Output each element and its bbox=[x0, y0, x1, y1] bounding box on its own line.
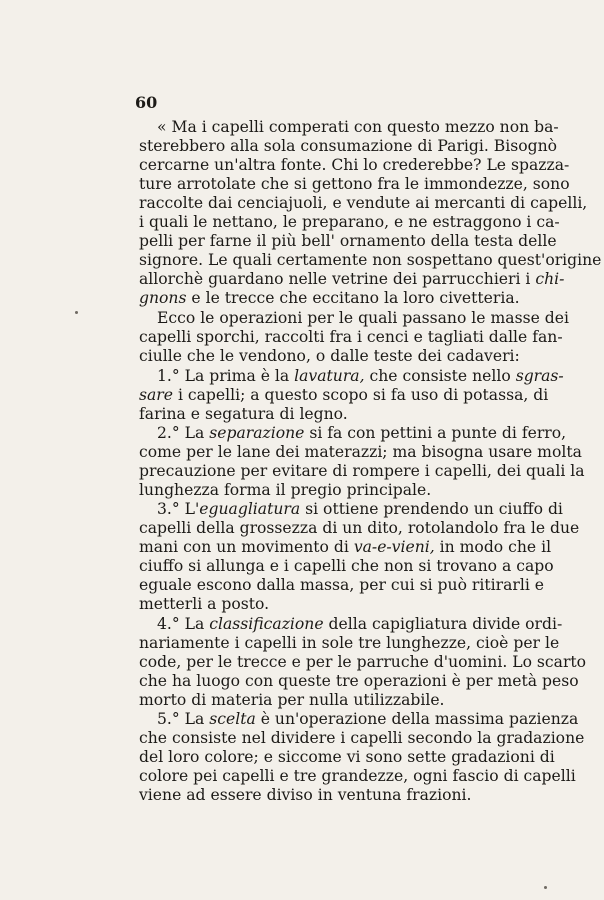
text-line: sare i capelli; a questo scopo si fa uso di potassa, di bbox=[139, 386, 549, 404]
text-line: eguale escono dalla massa, per cui si può ritirarli e bbox=[139, 576, 544, 594]
text-line: Ecco le operazioni per le quali passano le masse dei bbox=[157, 309, 569, 327]
text-line: metterli a posto. bbox=[139, 595, 270, 613]
text-line: come per le lane dei materazzi; ma bisogna usare molta bbox=[139, 443, 582, 461]
text-line: ciulle che le vendono, o dalle teste dei cadaveri: bbox=[139, 347, 520, 365]
text-line: che consiste nel dividere i capelli secondo la gradazione bbox=[139, 729, 585, 747]
text-line: mani con un movimento di va-e-vieni, in modo che il bbox=[139, 538, 552, 556]
text-line: viene ad essere diviso in ventuna frazioni. bbox=[139, 786, 472, 804]
text-line: 1.° La prima è la lavatura, che consiste nello sgras- bbox=[157, 367, 564, 385]
text-line: cercarne un'altra fonte. Chi lo crederebbe? Le spazza- bbox=[139, 156, 570, 174]
text-line: precauzione per evitare di rompere i capelli, dei quali la bbox=[139, 462, 585, 480]
text-line: sterebbero alla sola consumazione di Parigi. Bisognò bbox=[139, 137, 558, 155]
text-line: capelli della grossezza di un dito, rotolandolo fra le due bbox=[139, 519, 580, 537]
text-line: farina e segatura di legno. bbox=[139, 405, 348, 423]
text-line: 4.° La classificazione della capigliatura divide ordi- bbox=[157, 615, 563, 633]
text-line: 2.° La separazione si fa con pettini a punte di ferro, bbox=[157, 424, 567, 442]
scan-speck bbox=[544, 886, 547, 889]
text-line: capelli sporchi, raccolti fra i cenci e tagliati dalle fan- bbox=[139, 328, 563, 346]
text-line: nariamente i capelli in sole tre lunghezze, cioè per le bbox=[139, 634, 560, 652]
text-line: code, per le trecce e per le parruche d'uomini. Lo scarto bbox=[139, 653, 587, 671]
text-line: lunghezza forma il pregio principale. bbox=[139, 481, 432, 499]
text-line: che ha luogo con queste tre operazioni è per metà peso bbox=[139, 672, 579, 690]
text-line: del loro colore; e siccome vi sono sette gradazioni di bbox=[139, 748, 555, 766]
text-line: morto di materia per nulla utilizzabile. bbox=[139, 691, 445, 709]
text-line: colore pei capelli e tre grandezze, ogni fascio di capelli bbox=[139, 767, 576, 785]
text-line: raccolte dai cenciajuoli, e vendute ai mercanti di capelli, bbox=[139, 194, 588, 212]
text-line: i quali le nettano, le preparano, e ne estraggono i ca- bbox=[139, 213, 560, 231]
scan-speck bbox=[75, 311, 78, 314]
page-number: 60 bbox=[135, 93, 158, 112]
text-line: 5.° La scelta è un'operazione della massima pazienza bbox=[157, 710, 579, 728]
text-line: « Ma i capelli comperati con questo mezzo non ba- bbox=[157, 118, 559, 136]
text-line: 3.° L'eguagliatura si ottiene prendendo un ciuffo di bbox=[157, 500, 563, 518]
text-line: pelli per farne il più bell' ornamento della testa delle bbox=[139, 232, 557, 250]
text-line: allorchè guardano nelle vetrine dei parrucchieri i chi- bbox=[139, 270, 565, 288]
text-line: ciuffo si allunga e i capelli che non si trovano a capo bbox=[139, 557, 554, 575]
text-line: ture arrotolate che si gettono fra le immondezze, sono bbox=[139, 175, 570, 193]
text-line: signore. Le quali certamente non sospettano quest'origine bbox=[139, 251, 602, 269]
text-line: gnons e le trecce che eccitano la loro civetteria. bbox=[139, 289, 520, 307]
